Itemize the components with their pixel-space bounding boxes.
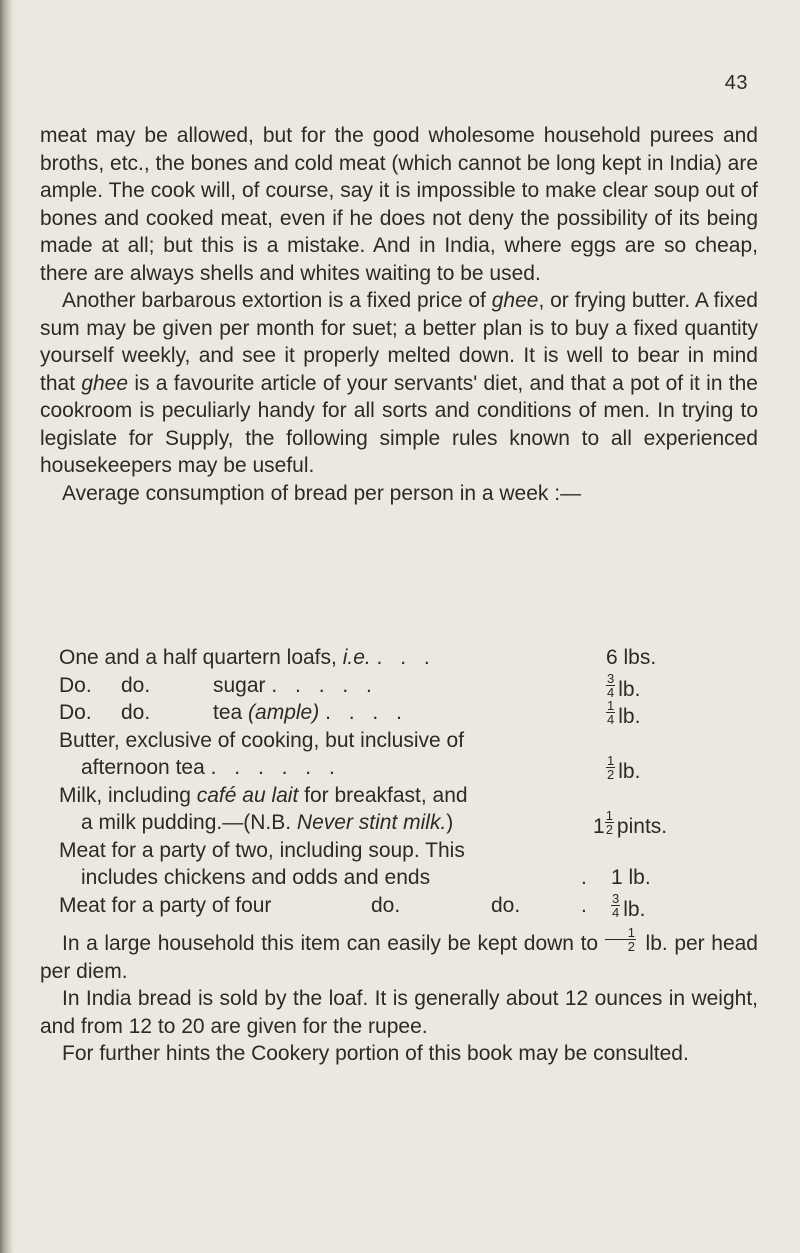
row-quantity: $\frac{1}{4}$ lb. [607, 698, 641, 728]
table-row-bread: One and a half quartern loafs, i.e. . . . 6 lbs. [59, 644, 739, 672]
row-quantity: 1 $\frac{1}{2}$ pints. [593, 808, 668, 838]
table-row-meat-two-line1: Meat for a party of two, including soup. This [59, 838, 465, 862]
row-quantity: 6 lbs. [606, 646, 657, 669]
footer-text [40, 926, 758, 1068]
row-quantity: $\frac{1}{2}$ lb. [607, 753, 641, 783]
table-row-butter: afternoon tea . . . . . . $\frac{1}{2}$ lb. [59, 754, 739, 782]
fraction: $\frac{1}{4}$ [607, 698, 615, 727]
consumption-table [59, 644, 739, 919]
ghee-term: ghee [81, 371, 129, 395]
table-row-butter-line1: Butter, exclusive of cooking, but inclusive of [59, 728, 465, 752]
page-number: 43 [724, 72, 748, 94]
table-row-sugar: Do. do. sugar . . . . . $\frac{3}{4}$ lb. [59, 672, 739, 700]
table-row-milk-line1: Milk, including café au lait for breakfast, and [59, 783, 468, 807]
row-quantity: $\frac{3}{4}$ lb. [607, 670, 641, 701]
fraction: $\frac{3}{4}$ [612, 890, 620, 920]
fraction: $\frac{1}{2}$ [605, 926, 636, 953]
table-row-meat-two: includes chickens and odds and ends . 1 lb. [59, 864, 739, 892]
row-quantity: 1 lb. [611, 866, 651, 889]
fraction: $\frac{1}{2}$ [607, 753, 615, 782]
paragraph-india-bread: In India bread is sold by the loaf. It is generally about 12 ounces in weight, and from 12 to 20 are given for the rupee. [40, 987, 758, 1038]
paragraph-average-consumption: Average consumption of bread per person in a week :— [62, 481, 582, 505]
paragraph-further-hints: For further hints the Cookery portion of this book may be consulted. [62, 1042, 689, 1065]
book-spine-shadow [0, 0, 14, 1253]
table-row-tea: Do. do. tea (ample) . . . . $\frac{1}{4}$ lb. [59, 699, 739, 727]
paragraph-ghee: Another barbarous extortion is a fixed price of ghee, or frying butter. A fixed sum may be given per month for suet; a better plan is to buy a fixed quantity yourself weekly, and see it properly melted down. It is well to bear in mind that ghee is a favourite article of your servants' diet, and that a pot of it in the cookroom is peculiarly handy for all sorts and conditions of men. In trying to legislate for Supply, the following simple rules known to all experienced housekeepers may be useful. [40, 289, 758, 477]
body-text [40, 122, 758, 507]
fraction: $\frac{3}{4}$ [607, 670, 615, 700]
paragraph-soup: meat may be allowed, but for the good wholesome household purees and broths, etc., the bones and cold meat (which cannot be long kept in India) are ample. The cook will, of course, say it is impossible to make clear soup out of bones and cooked meat, even if he does not deny the possibility of its being made at all; but this is a mistake. And in India, where eggs are so cheap, there are always shells and whites waiting to be used. [40, 124, 758, 285]
table-row-meat-four: Meat for a party of four do. do. . $\frac{3}{4}$ lb. [59, 892, 739, 920]
ghee-term: ghee [491, 289, 539, 312]
paragraph-large-household: In a large household this item can easily be kept down to $\frac{1}{2}$ lb. per head per diem. [40, 925, 758, 983]
fraction: $\frac{1}{2}$ [605, 808, 613, 837]
table-row-milk: a milk pudding.—(N.B. Never stint milk.) 1 $\frac{1}{2}$ pints. [59, 809, 739, 837]
row-quantity: $\frac{3}{4}$ lb. [612, 890, 646, 921]
